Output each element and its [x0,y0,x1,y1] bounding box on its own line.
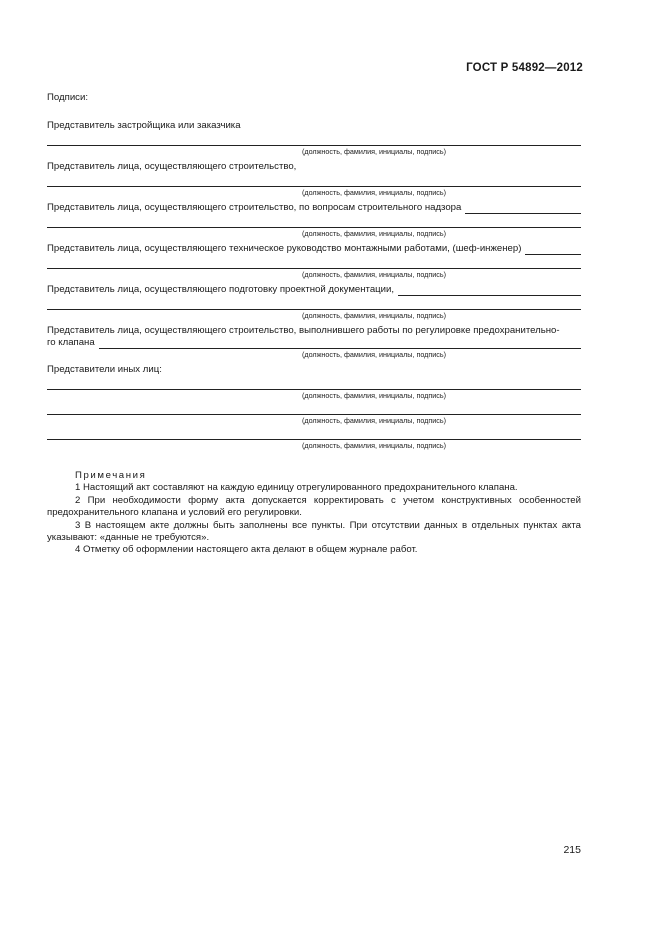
signature-caption: (должность, фамилия, инициалы, подпись) [301,270,447,279]
signature-line[interactable] [47,430,581,440]
signature-block-builder [47,161,581,197]
signature-label: Представитель лица, осуществляющего техническое руководство монтажными работами, (шеф-инженер) [47,243,522,254]
signatures-intro: Подписи: [47,92,88,103]
signature-block-valve-adjuster [47,325,581,359]
signatures-section [47,92,581,557]
signature-inline-line[interactable] [525,245,581,255]
others-label: Представители иных лиц: [47,364,162,375]
signature-line[interactable] [47,376,581,390]
signature-label: Представитель лица, осуществляющего подготовку проектной документации, [47,284,395,295]
note-item: 3 В настоящем акте должны быть заполнены все пункты. При отсутствии данных в отдельных пунктах акта указывают: «данные не требуются». [47,519,581,544]
signature-caption: (должность, фамилия, инициалы, подпись) [301,441,447,450]
signature-inline-line[interactable] [398,286,581,296]
signature-caption: (должность, фамилия, инициалы, подпись) [301,350,447,359]
signature-block-customer [47,120,581,156]
signature-caption: (должность, фамилия, инициалы, подпись) [301,311,447,320]
signature-inline-line[interactable] [99,339,581,349]
signature-block-supervision [47,202,581,238]
signature-caption: (должность, фамилия, инициалы, подпись) [301,147,447,156]
signature-line[interactable] [47,132,581,146]
signature-label: Представитель лица, осуществляющего строительство, выполнившего работы по регулировке предохранительно- [47,325,560,336]
signature-inline-line[interactable] [465,204,581,214]
notes-section [47,470,581,557]
signature-line[interactable] [47,405,581,415]
signature-block-designer [47,284,581,320]
signature-block-chief-engineer [47,243,581,279]
signature-label: Представитель лица, осуществляющего строительство, [47,161,297,172]
notes-title: Примечания [75,470,147,481]
signature-line[interactable] [47,173,581,187]
signature-label: Представитель лица, осуществляющего строительство, по вопросам строительного надзора [47,202,462,213]
signature-line[interactable] [47,255,581,269]
signature-block-others [47,364,581,450]
page-number: 215 [563,844,581,856]
standard-header: ГОСТ Р 54892—2012 [466,62,583,74]
signature-line[interactable] [47,214,581,228]
note-item: 2 При необходимости форму акта допускается корректировать с учетом конструктивных особенностей предохранительного клапана и условий его регулировки. [47,494,581,519]
signature-caption: (должность, фамилия, инициалы, подпись) [301,391,447,400]
signature-caption: (должность, фамилия, инициалы, подпись) [301,416,447,425]
note-item: 4 Отметку об оформлении настоящего акта делают в общем журнале работ. [75,544,418,556]
note-item: 1 Настоящий акт составляют на каждую единицу отрегулированного предохранительного клапана. [75,482,518,494]
signature-line[interactable] [47,296,581,310]
signature-label-continued: го клапана [47,337,95,348]
signature-caption: (должность, фамилия, инициалы, подпись) [301,229,447,238]
signature-label: Представитель застройщика или заказчика [47,120,241,131]
signature-caption: (должность, фамилия, инициалы, подпись) [301,188,447,197]
